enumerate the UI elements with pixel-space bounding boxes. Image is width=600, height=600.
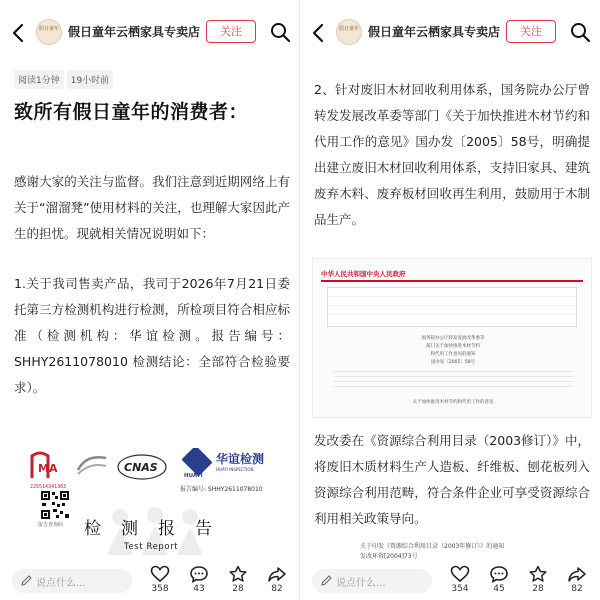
gov-site-header: 中华人民共和国中央人民政府	[321, 270, 406, 278]
heart-icon	[150, 565, 170, 583]
search-icon[interactable]	[568, 20, 592, 44]
doc-title-line: 国办发〔2005〕58号	[430, 360, 476, 365]
qr-code-label: 报告查询码	[38, 522, 64, 528]
doc-body-line	[333, 371, 573, 372]
follow-button[interactable]: 关注	[506, 20, 556, 43]
cma-number: 225514341363	[30, 484, 67, 490]
read-time: 阅读1分钟	[14, 70, 64, 89]
star-count: 28	[532, 584, 544, 594]
article-paragraph: 感谢大家的关注与监督。我们注意到近期网络上有关于“溜溜凳”使用材料的关注，也理解大家因此产生的担忧。现就相关情况说明如下：	[14, 174, 290, 241]
comment-input[interactable]	[12, 569, 132, 593]
document-screenshot[interactable]	[312, 258, 592, 418]
post-time: 19小时前	[67, 70, 113, 89]
article-paragraph: 2、针对废旧木材回收利用体系，国务院办公厅曾转发发展改革委等部门《关于加快推进木材节约和代用工作的意见》国办发〔2005〕58号，明确提出建立废旧木材回收利用体系，支持旧家具、建筑废弃木料、废弃板材回收再生利用，鼓励用于木制品生产。	[314, 82, 590, 227]
share-count: 82	[271, 584, 283, 594]
huayi-name-en: HUAYI INSPECTION	[216, 467, 254, 472]
cma-logo-icon	[30, 448, 66, 482]
share-icon	[267, 565, 287, 583]
comment-button[interactable]	[481, 565, 517, 599]
search-icon[interactable]	[268, 20, 292, 44]
header-rule	[321, 280, 583, 282]
share-button[interactable]	[259, 565, 295, 599]
doc-title-line: 国务院办公厅转发发展改革委等	[421, 336, 485, 341]
top-bar	[300, 14, 600, 52]
comment-input[interactable]	[312, 569, 432, 593]
doc-body-line	[333, 376, 573, 377]
comment-placeholder: 说点什么...	[36, 578, 86, 589]
report-number: 报告编号: SHHY2611078010	[180, 486, 263, 493]
like-count: 358	[151, 584, 169, 594]
doc-info-table	[327, 287, 577, 327]
pen-icon	[320, 574, 333, 587]
like-count: 354	[451, 584, 469, 594]
share-count: 82	[571, 584, 583, 594]
doc-footer-title: 关于加快推进木材节约和代用工作的意见	[412, 400, 494, 405]
ilac-mra-logo-icon	[76, 450, 108, 478]
doc-title-line: 部门关于加快推进木材节约	[426, 344, 480, 349]
doc-body-line	[333, 386, 573, 387]
huayi-logo-icon	[182, 448, 212, 478]
bottom-bar	[0, 563, 300, 600]
comment-bubble-icon	[189, 565, 209, 583]
pen-icon	[20, 574, 33, 587]
cnas-logo-icon	[116, 452, 168, 482]
share-button[interactable]	[559, 565, 595, 599]
heart-icon	[450, 565, 470, 583]
top-bar	[0, 14, 300, 52]
star-count: 28	[232, 584, 244, 594]
qr-code-icon	[40, 490, 70, 520]
doc-title-line: 和代用工作意见的通知	[430, 352, 476, 357]
like-button[interactable]	[142, 565, 178, 599]
store-name[interactable]: 假日童年云栖家具专卖店	[368, 25, 501, 39]
cma-label: MA	[38, 462, 58, 475]
comment-button[interactable]	[181, 565, 217, 599]
article-paragraph: 1.关于我司售卖产品，我司于2026年7月21日委托第三方检测机构进行检测，所检项目符合相应标准（检测机构：华谊检测。报告编号：SHHY2611078010 检测结论：全部符合检验要求）。	[14, 276, 290, 395]
star-icon	[228, 565, 248, 583]
report-title: 检测报告	[84, 519, 232, 539]
cnas-label: CNAS	[124, 461, 158, 474]
bottom-bar	[300, 563, 600, 600]
doc-body-line	[333, 381, 573, 382]
star-icon	[528, 565, 548, 583]
comment-bubble-icon	[489, 565, 509, 583]
article-paragraph: 发改委在《资源综合利用目录（2003修订）》中，将废旧木质材料生产人造板、纤维板、刨花板列入资源综合利用范畴，符合条件企业可享受资源综合利用相关政策导向。	[314, 433, 590, 526]
back-icon[interactable]	[8, 20, 30, 46]
huayi-name: 华谊检测	[216, 452, 265, 466]
star-button[interactable]	[220, 565, 256, 599]
report-title-en: Test Report	[124, 542, 179, 552]
share-icon	[567, 565, 587, 583]
article-title: 致所有假日童年的消费者：	[14, 101, 249, 123]
comment-count: 43	[193, 584, 205, 594]
store-avatar[interactable]: 假日童年	[36, 19, 62, 45]
star-button[interactable]	[520, 565, 556, 599]
comment-placeholder: 说点什么...	[336, 578, 386, 589]
right-screen	[300, 0, 600, 600]
huayi-logo-label: HUAYI	[184, 473, 203, 478]
doc-caption: 关于印发《资源综合利用目录（2003年修订）》的通知	[360, 543, 505, 550]
article-meta	[14, 70, 116, 89]
store-avatar[interactable]: 假日童年	[336, 19, 362, 45]
store-name[interactable]: 假日童年云栖家具专卖店	[68, 25, 201, 39]
like-button[interactable]	[442, 565, 478, 599]
back-icon[interactable]	[308, 20, 330, 46]
follow-button[interactable]: 关注	[206, 20, 256, 43]
comment-count: 45	[493, 584, 505, 594]
doc-caption: 发改环资[2004]73号	[360, 553, 418, 560]
